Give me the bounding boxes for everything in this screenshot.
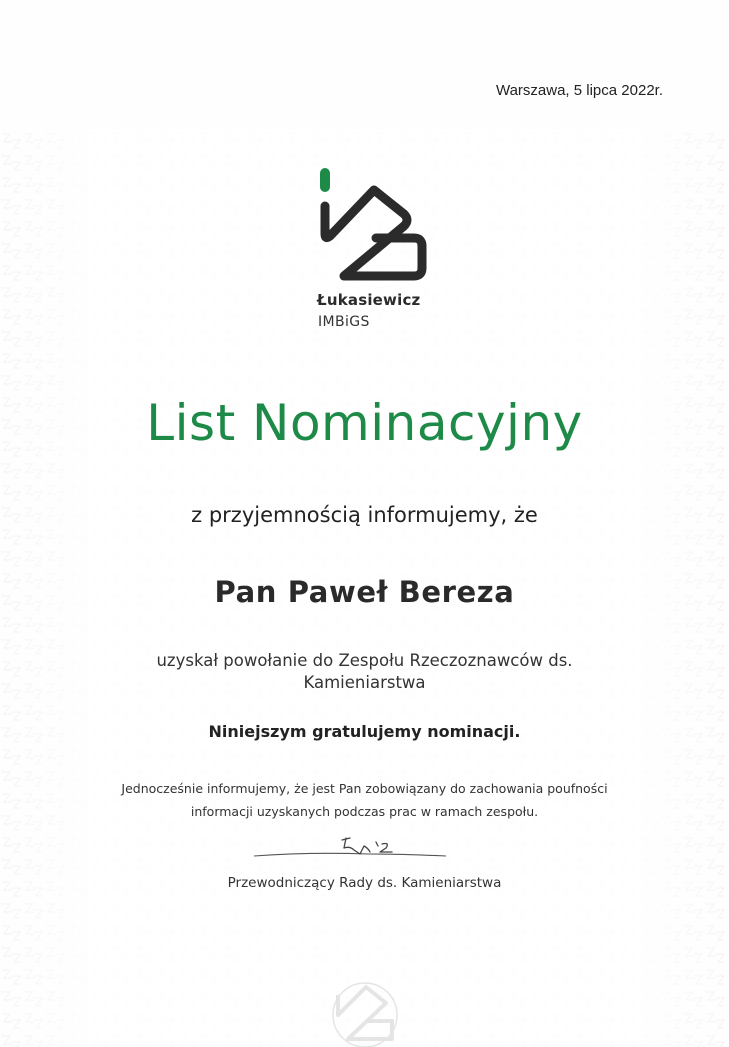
watermark-logo-icon (330, 975, 400, 1047)
brand-name: Łukasiewicz (317, 291, 421, 309)
confidentiality-text: Jednocześnie informujemy, że jest Pan zobowiązany do zachowania poufności informacji uzyskanych podczas prac w ramach zespołu. (121, 781, 608, 819)
recipient-name: Pan Paweł Bereza (214, 575, 515, 609)
handwritten-signature-icon (250, 832, 450, 866)
date-line: Warszawa, 5 lipca 2022r. (495, 82, 663, 99)
congratulations-text: Niniejszym gratulujemy nominacji. (208, 722, 521, 741)
brand-subname: IMBiGS (318, 314, 370, 330)
page-title: List Nominacyjny (146, 394, 583, 452)
signer-title: Przewodniczący Rady ds. Kamieniarstwa (227, 875, 502, 891)
intro-text: z przyjemnością informujemy, że (191, 503, 538, 527)
appointment-text: uzyskał powołanie do Zespołu Rzeczoznawców ds. Kamieniarstwa (156, 651, 573, 692)
